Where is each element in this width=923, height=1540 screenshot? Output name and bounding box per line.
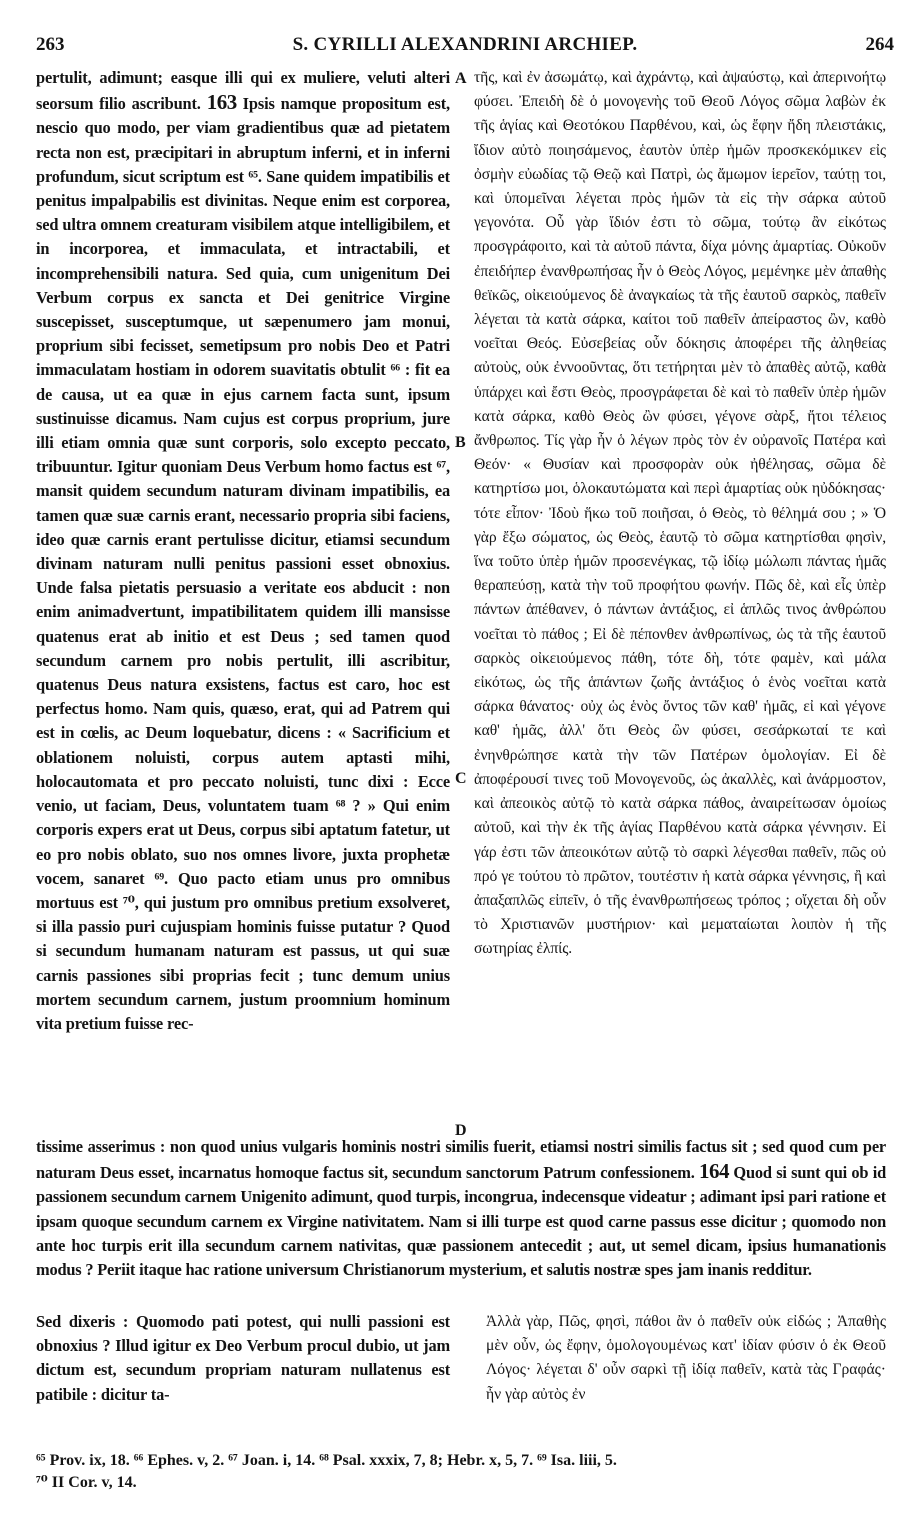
greek-bottom-column — [486, 1310, 886, 1407]
page-header — [36, 34, 894, 64]
margin-letter-a: A — [455, 70, 467, 87]
latin-text-1: pertulit, adimunt; easque illi qui ex muliere, veluti alteri seorsum filio ascribunt. — [36, 68, 450, 114]
footnote-line-1: ⁶⁵ Prov. ix, 18. ⁶⁶ Ephes. v, 2. ⁶⁷ Joan. i, 14. ⁶⁸ Psal. xxxix, 7, 8; Hebr. x, 5, 7. ⁶⁹ Isa. liii, 5. — [36, 1452, 617, 1469]
left-page-number: 263 — [36, 34, 65, 55]
greek-column — [474, 66, 886, 962]
full-width-text-1: tissime asserimus : non quod unius vulgaris hominis nostri similis fuerit, etiamsi nostri similis factus sit ; sed quod cum per naturam Deus esset, incarnatus homoque factus sit, secundum sanctorum Patrum confessionem. — [36, 1137, 886, 1183]
latin-column — [36, 66, 450, 1036]
right-page-number: 264 — [865, 34, 894, 55]
section-number-164: 164 — [699, 1159, 730, 1184]
latin-bottom-text: Sed dixeris : Quomodo pati potest, qui nulli passioni est obnoxius ? Illud igitur ex Deo Verbum procul dubio, ut jam dictum est, secundum propriam naturam nullatenus est patibile : dicitur ta- — [36, 1312, 450, 1404]
margin-letter-d: D — [455, 1122, 467, 1139]
margin-letter-c: C — [455, 770, 467, 787]
latin-text-2: Ipsis namque propositum est, nescio quo modo, per viam gradientibus quæ ad pietatem recta non est, præcipitari in abruptum inferni, et in inferni profundum, sicut scriptum est ⁶⁵. Sane quidem impatibilis et penitus impalpabilis est divinitas. Neque enim est corporea, sed ultra omnem creaturam visibilem atque intelligibilem, et in incorporea, et immaculata, et intractabili, et incomprehensibili natura. Sed quia, cum unigenitum Dei Verbum corpus ex sancta et Dei genitrice Virgine suscepisset, susceptumque, ut sæpenumero jam monui, proprium sibi fecisset, semetipsum pro nobis Deo et Patri immaculatam hostiam in odorem suavitatis obtulit ⁶⁶ : fit ea de causa, ut ea quæ in ejus carnem facta sunt, ipsum sustinuisse dicamus. Nam cujus est corpus proprium, jure illi etiam omnia quæ sunt corporis, solo excepto peccato, tribuuntur. Igitur quoniam Deus Verbum homo factus est ⁶⁷, mansit quidem secundum naturam divinam impatibilis, ea tamen quæ suæ carnis erant, necessario propria sibi faciens, ideo quæ carnis erant pertulisse dicitur, etiamsi secundum divinam naturam nulli penitus passioni esset obnoxius. Unde falsa pietatis persuasio a veritate eos abducit : non enim animadvertunt, impatibilitatem quidem illi mansisse quatenus erat ab initio et est Deus ; sed tamen quod secundum carnem pro nobis pertulit, illi ascribitur, quatenus Deus natura exsistens, factus est caro, hoc est perfectus homo. Nam quis, quæso, erat, qui ad Patrem qui est in cœlis, ac Deum loquebatur, dicens : « Sacrificium et oblationem noluisti, corpus autem aptasti mihi, holocautomata et pro peccato noluisti, tunc dixi : Ecce venio, ut faciam, Deus, voluntatem tuam ⁶⁸ ? » Qui enim corporis expers erat ut Deus, corpus sibi aptatum fatetur, ut eo pro nobis oblato, suo nos omnes livore, juxta prophetæ vocem, sanaret ⁶⁹. Quo pacto etiam unus pro omnibus mortuus est ⁷⁰, qui justum pro omnibus pretium exsolveret, si illa passio puri cujuspiam hominis fuisse putatur ? Quod si secundum humanam naturam est passus, ut qui suæ carnis passiones sibi proprias fecit ; tunc demum unius mortem secundum carnem, justum proomnium hominum vita pretium fuisse rec- — [36, 94, 451, 1033]
full-width-latin — [36, 1135, 886, 1282]
greek-bottom-text: Ἀλλὰ γὰρ, Πῶς, φησὶ, πάθοι ἂν ὁ παθεῖν οὐκ εἰδώς ; Ἀπαθὴς μὲν οὖν, ὡς ἔφην, ὁμολογουμένως κατ' ἰδίαν φύσιν ὁ ἐκ Θεοῦ Λόγος· λέγεται δ' οὖν σαρκὶ τῇ ἰδίᾳ παθεῖν, κατὰ τὰς Γραφάς· ἦν γὰρ αὐτὸς ἐν — [486, 1313, 886, 1403]
running-title: S. CYRILLI ALEXANDRINI ARCHIEP. — [292, 34, 638, 55]
margin-letter-b: B — [455, 434, 466, 451]
latin-bottom-column — [36, 1310, 450, 1407]
full-width-text-2: Quod si sunt qui ob id passionem secundum carnem Unigenito adimunt, quod turpis, incongrua, indecensque videatur ; adimant ipsi pari ratione et ipsam quoque secundum carnem ex Virgine nativitatem. Nam si illi turpe est quod carne passus esse dicitur ; quomodo non ante hoc turpis erit illa secundum carnem nativitas, quæ passionem antecedit ; aut, ut semel dicam, ipsius humanationis modus ? Periit itaque hac ratione universum Christianorum mysterium, et salutis nostræ spes jam inanis redditur. — [36, 1163, 886, 1280]
greek-text: τῆς, καὶ ἐν ἀσωμάτῳ, καὶ ἀχράντῳ, καὶ ἀψαύστῳ, καὶ ἀπερινοήτῳ φύσει. Ἐπειδὴ δὲ ὁ μονογενὴς τοῦ Θεοῦ Λόγος σῶμα λαβὼν ἐκ τῆς ἁγίας καὶ Θεοτόκου Παρθένου, καὶ, ὡς ἔφην ἤδη πλειστάκις, ἴδιον αὐτὸ ποιησάμενος, ἑαυτὸν ὑπὲρ ἡμῶν προσκεκόμικεν εἰς ὀσμὴν εὐωδίας τῷ Θεῷ καὶ Πατρὶ, ὡς ἄμωμον ἱερεῖον, ταύτῃ τοι, καὶ ὑπομεῖναι λέγεται πρὸς ἡμῶν τὰ εἰς τὴν σάρκα αὐτοῦ γεγονότα. Οὗ γὰρ ἴδιόν ἐστι τὸ σῶμα, τούτῳ ἂν εἰκότως προσγράφοιτο, καὶ τὰ αὐτοῦ πάντα, δίχα μόνης ἁμαρτίας. Οὐκοῦν ἐπειδήπερ ἐνανθρωπήσας ἦν ὁ Θεὸς Λόγος, μεμένηκε μὲν ἀπαθὴς θεϊκῶς, οἰκειούμενος δὲ ἀναγκαίως τὰ τῆς ἑαυτοῦ σαρκὸς, παθεῖν λέγεται τὰ κατὰ σάρκα, καίτοι τοῦ παθεῖν ἀπείραστος ὢν, καθὸ νοεῖται Θεός. Εὐσεβείας οὖν δόκησις ἀποφέρει τῆς ἀληθείας αὐτοὺς, οὐκ ἐννοοῦντας, ὅτι τετήρηται μὲν τὸ ἀπαθὲς αὐτῷ, καθὰ ὑπάρχει καὶ ἔστι Θεὸς, προσγράφεται δὲ καὶ τὸ παθεῖν ὑπὲρ ἡμῶν κατὰ σάρκα, καθὸ Θεὸς ὢν φύσει, γέγονε σὰρξ, ἤτοι τέλειος ἄνθρωπος. Τίς γὰρ ἦν ὁ λέγων πρὸς τὸν ἐν οὐρανοῖς Πατέρα καὶ Θεόν· « Θυσίαν καὶ προσφορὰν οὐκ ἠθέλησας, σῶμα δὲ κατηρτίσω μοι, ὁλοκαυτώματα καὶ περὶ ἁμαρτίας οὐκ ηὐδόκησας· τότε εἶπον· Ἰδοὺ ἥκω τοῦ ποιῆσαι, ὁ Θεὸς, τὸ θέλημά σου ; » Ὁ γὰρ ἔξω σώματος, ὡς Θεὸς, ἑαυτῷ τὸ σῶμα κατηρτίσθαι φησὶν, ἵνα τοῦτο ὑπὲρ ἡμῶν προσενέγκας, τῷ ἰδίῳ μώλωπι πάντας ἡμᾶς θεραπεύσῃ, κατὰ τὴν τοῦ προφήτου φωνήν. Πῶς δὲ, καὶ εἷς ὑπὲρ πάντων ἀπέθανεν, ὁ πάντων ἀντάξιος, εἰ ἁπλῶς τινος ἀνθρώπου νοεῖται τὸ πάθος ; Εἰ δὲ πέπονθεν ἀνθρωπίνως, ὡς τὰ τῆς ἑαυτοῦ σαρκὸς οἰκειούμενος πάθη, τότε δὴ, τότε φαμὲν, καὶ μάλα εἰκότως, ὡς τῆς ἁπάντων ζωῆς ἀντάξιος ὁ ἑνὸς νοεῖται κατὰ σάρκα θάνατος· οὐχ ὡς ἑνὸς ὄντος τῶν καθ' ἡμᾶς, εἰ καὶ γέγονε καθ' ἡμᾶς, ἀλλ' ὅτι Θεὸς ὢν φύσει, σεσάρκωταί τε καὶ ἐνηνθρώπησε κατὰ τὴν τῶν Πατέρων ὁμολογίαν. Εἰ δὲ ἀποφέρουσί τινες τοῦ Μονογενοῦς, ὡς ἀκαλλὲς, καὶ ἀνάρμοστον, καὶ ἀπεοικὸς αὐτῷ τὸ κατὰ σάρκα πάθος, ἀναιρείτωσαν ὁμοίως αὐτοῦ, καὶ τὴν ἐκ τῆς ἁγίας Παρθένου κατὰ σάρκα γέννησιν. Εἰ γάρ ἐστι τῶν ἀπεοικότων αὐτῷ τὸ σαρκὶ λέγεσθαι παθεῖν, πῶς οὐ πρό γε τούτου τὸ πρῶτον, τουτέστιν ἡ κατὰ σάρκα γέννησις, ἢ καὶ ἀπαξαπλῶς εἰπεῖν, ὁ τῆς ἐνανθρωπήσεως τρόπος ; οἴχεται δὴ οὖν τὸ Χριστιανῶν μυστήριον· καὶ μεματαίωται λοιπὸν ἡ τῆς σωτηρίας ἐλπίς. — [474, 69, 886, 958]
footnote-line-2: ⁷⁰ II Cor. v, 14. — [36, 1474, 137, 1491]
section-number-163: 163 — [206, 90, 237, 115]
